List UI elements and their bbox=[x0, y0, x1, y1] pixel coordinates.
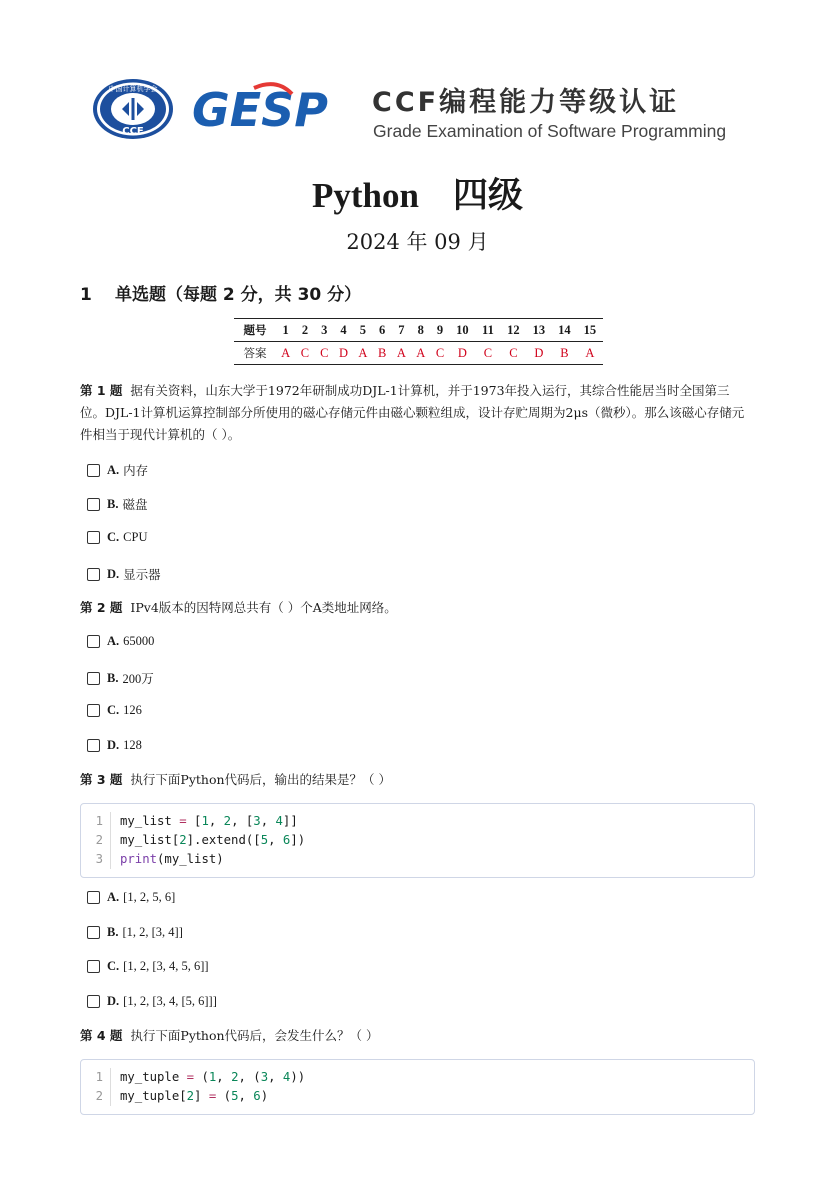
q1-option-b[interactable] bbox=[87, 495, 147, 513]
ccf-seal-logo bbox=[92, 78, 174, 140]
option-text: CPU bbox=[123, 530, 148, 544]
checkbox-icon[interactable] bbox=[87, 464, 100, 477]
checkbox-icon[interactable] bbox=[87, 926, 100, 939]
option-letter: C. bbox=[107, 703, 120, 717]
line-number: 1 bbox=[81, 812, 111, 831]
question-number-cell: 4 bbox=[334, 319, 353, 342]
option-letter: A. bbox=[107, 634, 120, 648]
question-number-label: 题号 bbox=[234, 319, 276, 342]
question-number-cell: 10 bbox=[450, 319, 476, 342]
question-number-cell: 12 bbox=[501, 319, 527, 342]
question-number-cell: 1 bbox=[276, 319, 295, 342]
option-letter: D. bbox=[107, 738, 120, 752]
answer-table-header-row bbox=[234, 319, 603, 342]
code-line bbox=[81, 1087, 754, 1106]
question-number-cell: 7 bbox=[392, 319, 411, 342]
question-3 bbox=[80, 769, 748, 791]
question-text: IPv4版本的因特网总共有（ ）个A类地址网络。 bbox=[130, 600, 397, 615]
checkbox-icon[interactable] bbox=[87, 739, 100, 752]
option-text: [1, 2, 5, 6] bbox=[123, 890, 176, 904]
option-letter: C. bbox=[107, 959, 120, 973]
code-line bbox=[81, 1068, 754, 1087]
question-1 bbox=[80, 380, 748, 446]
option-text: [1, 2, [3, 4, [5, 6]]] bbox=[123, 994, 217, 1008]
option-letter: A. bbox=[107, 890, 120, 904]
q2-option-d[interactable] bbox=[87, 738, 142, 753]
question-4 bbox=[80, 1025, 748, 1047]
checkbox-icon[interactable] bbox=[87, 995, 100, 1008]
section-number: 1 bbox=[80, 285, 92, 305]
code-line bbox=[81, 812, 754, 831]
answer-cell: C bbox=[435, 345, 445, 360]
section-label: 单选题（每题 2 分，共 30 分） bbox=[115, 285, 362, 305]
option-text: 200万 bbox=[122, 672, 154, 686]
option-text: 128 bbox=[123, 738, 142, 752]
code-block-q4 bbox=[80, 1059, 755, 1115]
answer-cell: B bbox=[377, 345, 387, 360]
question-2 bbox=[80, 597, 748, 619]
answer-cell: A bbox=[416, 345, 426, 360]
q3-option-a[interactable] bbox=[87, 890, 175, 905]
cert-title-cn: CCF编程能力等级认证 bbox=[372, 87, 680, 118]
q3-option-d[interactable] bbox=[87, 994, 217, 1009]
q3-option-b[interactable] bbox=[87, 925, 183, 940]
checkbox-icon[interactable] bbox=[87, 531, 100, 544]
line-number: 1 bbox=[81, 1068, 111, 1087]
line-number: 2 bbox=[81, 1087, 111, 1106]
q2-option-c[interactable] bbox=[87, 703, 142, 718]
q2-option-a[interactable] bbox=[87, 634, 154, 649]
code-text: print(my_list) bbox=[120, 852, 224, 866]
answer-cell: C bbox=[320, 345, 329, 360]
code-block-q3 bbox=[80, 803, 755, 878]
option-letter: C. bbox=[107, 530, 120, 544]
answer-cell: A bbox=[585, 345, 595, 360]
answer-cell: A bbox=[396, 345, 406, 360]
answer-cell: C bbox=[483, 345, 493, 360]
checkbox-icon[interactable] bbox=[87, 672, 100, 685]
question-number: 第 1 题 bbox=[80, 383, 123, 398]
answer-cell: D bbox=[339, 345, 349, 360]
question-number: 第 4 题 bbox=[80, 1028, 123, 1043]
gesp-logo-text: GESP bbox=[192, 83, 329, 137]
question-number-cell: 11 bbox=[475, 319, 501, 342]
option-text: 内存 bbox=[123, 464, 149, 478]
page-title bbox=[0, 168, 835, 218]
question-number-cell: 15 bbox=[577, 319, 603, 342]
option-letter: D. bbox=[107, 994, 120, 1008]
answer-table-answer-row bbox=[234, 342, 603, 365]
code-line bbox=[81, 850, 754, 869]
option-text: 126 bbox=[123, 703, 142, 717]
q1-option-d[interactable] bbox=[87, 565, 161, 583]
question-text: 执行下面Python代码后，会发生什么？（ ） bbox=[130, 1028, 379, 1043]
checkbox-icon[interactable] bbox=[87, 568, 100, 581]
question-number-cell: 6 bbox=[372, 319, 391, 342]
option-text: [1, 2, [3, 4, 5, 6]] bbox=[123, 959, 209, 973]
seal-text-bottom: CCF bbox=[122, 126, 144, 137]
q1-option-a[interactable] bbox=[87, 461, 148, 479]
code-text: my_tuple[2] = (5, 6) bbox=[120, 1089, 269, 1103]
q2-option-b[interactable] bbox=[87, 669, 154, 687]
answer-cell: C bbox=[300, 345, 310, 360]
answer-cell: A bbox=[281, 345, 291, 360]
option-letter: D. bbox=[107, 566, 120, 581]
question-number-cell: 2 bbox=[295, 319, 314, 342]
code-text: my_list[2].extend([5, 6]) bbox=[120, 833, 306, 847]
line-number: 3 bbox=[81, 850, 111, 869]
code-line bbox=[81, 831, 754, 850]
question-number-cell: 5 bbox=[353, 319, 372, 342]
exam-date: 2024 年 09 月 bbox=[346, 230, 489, 254]
question-number: 第 3 题 bbox=[80, 772, 123, 787]
question-text: 执行下面Python代码后，输出的结果是？（ ） bbox=[130, 772, 392, 787]
checkbox-icon[interactable] bbox=[87, 635, 100, 648]
option-text: 显示器 bbox=[123, 568, 161, 582]
title-language: Python bbox=[312, 176, 419, 215]
question-text: 据有关资料，山东大学于1972年研制成功DJL-1计算机，并于1973年投入运行，其综合性能居当时全国第三位。DJL-1计算机运算控制部分所使用的磁心存储元件由磁心颗粒组成，设计存贮周期为2μs（微秒）。那么该磁心存储元件相当于现代计算机的（ ）。 bbox=[80, 383, 745, 442]
question-number-cell: 13 bbox=[526, 319, 552, 342]
option-letter: B. bbox=[107, 670, 119, 685]
answer-cell: B bbox=[560, 345, 569, 360]
q3-option-c[interactable] bbox=[87, 959, 209, 974]
option-text: [1, 2, [3, 4]] bbox=[122, 925, 183, 939]
title-level: 四级 bbox=[452, 176, 523, 215]
answer-cell: A bbox=[358, 345, 368, 360]
code-text: my_tuple = (1, 2, (3, 4)) bbox=[120, 1070, 306, 1084]
checkbox-icon[interactable] bbox=[87, 498, 100, 511]
answer-cell: C bbox=[509, 345, 518, 360]
code-text: my_list = [1, 2, [3, 4]] bbox=[120, 814, 298, 828]
option-text: 磁盘 bbox=[122, 498, 148, 512]
header bbox=[92, 78, 752, 142]
answer-label: 答案 bbox=[243, 346, 267, 360]
question-number-cell: 8 bbox=[411, 319, 430, 342]
option-text: 65000 bbox=[123, 634, 155, 648]
question-number-cell: 3 bbox=[315, 319, 334, 342]
answer-table bbox=[234, 318, 603, 365]
checkbox-icon[interactable] bbox=[87, 960, 100, 973]
gesp-logo bbox=[192, 80, 352, 138]
option-letter: A. bbox=[107, 462, 120, 477]
question-number-cell: 9 bbox=[430, 319, 449, 342]
line-number: 2 bbox=[81, 831, 111, 850]
seal-text-top: 中国计算机学会 bbox=[108, 85, 158, 93]
question-number-cell: 14 bbox=[552, 319, 578, 342]
checkbox-icon[interactable] bbox=[87, 704, 100, 717]
answer-cell: D bbox=[534, 345, 544, 360]
question-number: 第 2 题 bbox=[80, 600, 123, 615]
q1-option-c[interactable] bbox=[87, 530, 147, 545]
cert-title-en: Grade Examination of Software Programming bbox=[373, 121, 727, 141]
checkbox-icon[interactable] bbox=[87, 891, 100, 904]
option-letter: B. bbox=[107, 496, 119, 511]
answer-cell: D bbox=[457, 345, 467, 360]
section-heading bbox=[80, 280, 361, 305]
option-letter: B. bbox=[107, 925, 119, 939]
